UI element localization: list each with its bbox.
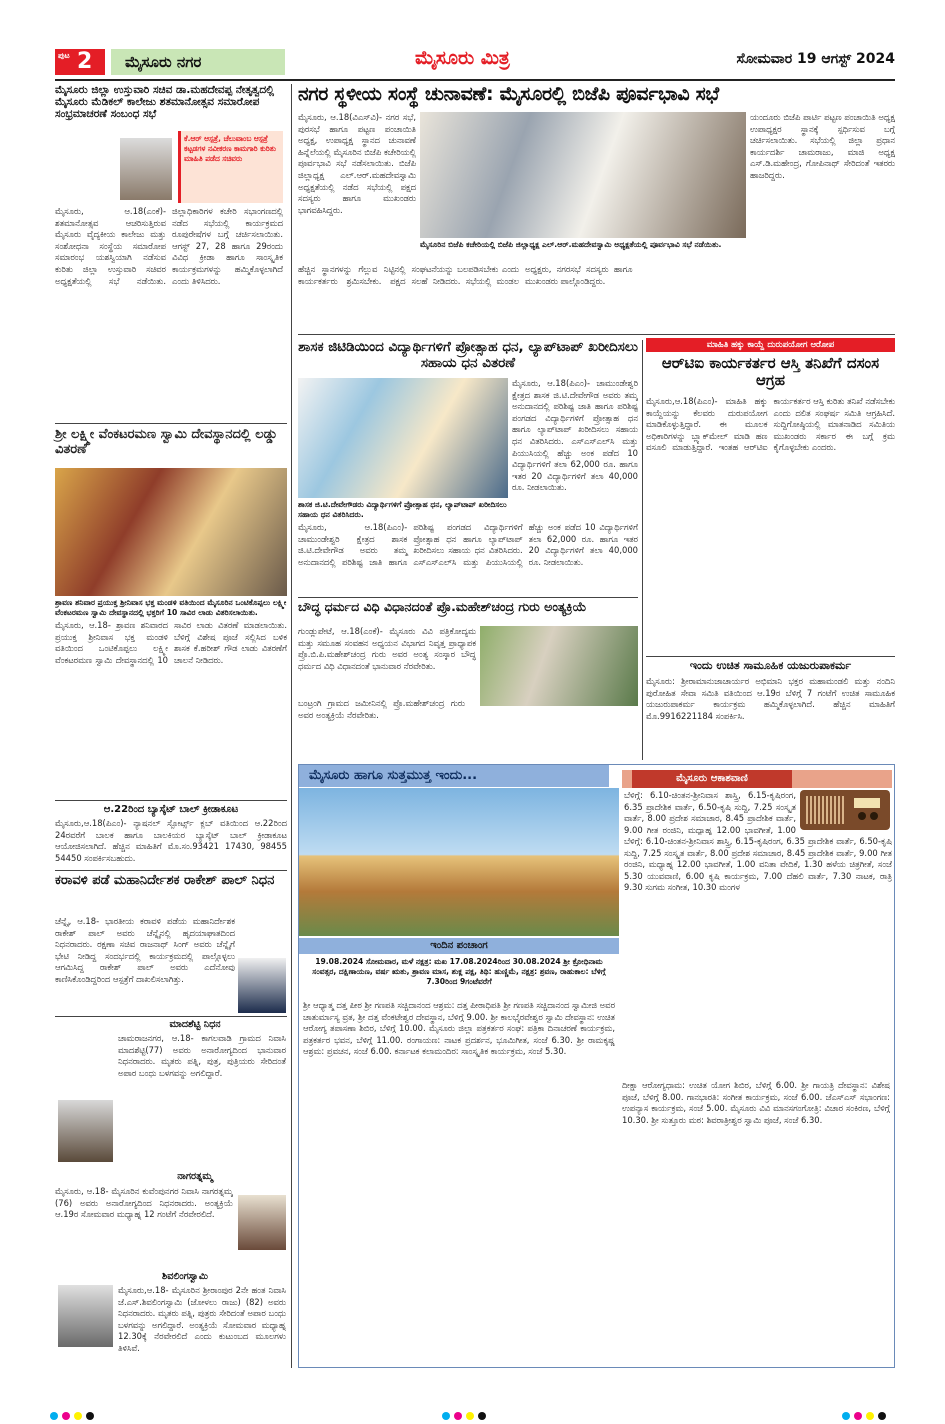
mysore-palace-photo [299,788,619,936]
registration-dots-left [48,1405,96,1424]
bjp-meeting-photo [420,112,746,238]
page-number-box [55,49,105,75]
masthead [55,47,895,77]
radio-title: ಮೈಸೂರು ಆಕಾಶವಾಣಿ [632,770,792,788]
brand-logo: ಮೈಸೂರು ಮಿತ್ರ [415,47,510,69]
obituary-2-title: ನಾಗರತ್ನಮ್ಮ [177,1171,213,1182]
rti-kicker: ಮಾಹಿತಿ ಹಕ್ಕು ಕಾಯ್ದೆ ದುರುಪಯೋಗ ಆರೋಪ [646,338,895,352]
obituary-3-photo [58,1285,113,1347]
buddhist-body-2: ಬಂಟ್ರಂಗಿ ಗ್ರಾಮದ ಜಮೀನಿನಲ್ಲಿ ಪ್ರೊ.ಮಹೇಶ್‌ಚಂದ್ರ ಗುರು ಅವರ ಅಂತ್ಯಕ್ರಿಯೆ ನೆರವೇರಿತು. [298,698,465,720]
registration-dots-right [840,1405,888,1424]
radio-icon [800,790,890,830]
rti-body: ಮೈಸೂರು,ಆ.18(ಪಿಎಂ)- ಮಾಹಿತಿ ಹಕ್ಕು ಕಾಯ್ದೆಯನ್ನು ಕೆಲವರು ದುರುಪಯೋಗ ಮಾಡಿಕೊಳ್ಳುತ್ತಿದ್ದಾರೆ. ಈ ಮೂಲಕ ಅಧಿಕಾರಿಗಳನ್ನು ಬ್ಲ್ಯಾಕ್‌ಮೇಲ್ ಮಾಡಿ ಹಣ ವಸೂಲಿ ಮಾಡುತ್ತಿದ್ದಾರೆ. ಇಂತಹ ಆರ್‌ಟಿಐ ಕಾರ್ಯಕರ್ತರ ಆಸ್ತಿ ಕುರಿತು ತನಿಖೆ ನಡೆಸಬೇಕು ಎಂದು ದಲಿತ ಸಂಘರ್ಷ ಸಮಿತಿ ಆಗ್ರಹಿಸಿದೆ. ಸುದ್ದಿಗೋಷ್ಠಿಯಲ್ಲಿ ಮಾತನಾಡಿದ ಸಮಿತಿಯ ಮುಖಂಡರು ಸರ್ಕಾರ ಈ ಬಗ್ಗೆ ಕ್ರಮ ಕೈಗೊಳ್ಳಬೇಕು ಎಂದರು. [646,396,895,453]
obituary-1-photo [58,1100,113,1162]
divider [55,1016,287,1017]
buddhist-headline: ಬೌದ್ಧ ಧರ್ಮದ ವಿಧಿ ವಿಧಾನದಂತೆ ಪ್ರೊ.ಮಹೇಶ್‌ಚಂದ್ರ ಗುರು ಅಂತ್ಯಕ್ರಿಯೆ [298,599,587,614]
rti-headline: ಆರ್‌ಟಿಐ ಕಾರ್ಯಕರ್ತರ ಆಸ್ತಿ ತನಿಖೆಗೆ ದಸಂಸ ಆಗ್ರಹ [661,354,880,390]
obituary-2-body: ಮೈಸೂರು, ಆ.18- ಮೈಸೂರಿನ ಕುವೆಂಪುನಗರ ನಿವಾಸಿ ನಾಗರತ್ನಮ್ಮ (76) ಅವರು ಅನಾರೋಗ್ಯದಿಂದ ನಿಧನರಾದರು. ಅಂತ್ಯಕ್ರಿಯೆ ಆ.19ರ ಸೋಮವಾರ ಮಧ್ಯಾಹ್ನ 12 ಗಂಟೆಗೆ ನೆರವೇರಲಿದೆ. [55,1186,233,1220]
temple-body: ಮೈಸೂರು, ಆ.18- ಶ್ರಾವಣ ಶನಿವಾರದ ಪ್ರಯುಕ್ತ ಶ್ರೀನಿವಾಸ ಭಕ್ತ ಮಂಡಳಿ ವತಿಯಿಂದ ಒಂಟಿಕೊಪ್ಪಲು ಲಕ್ಷ್ಮೀ ವೆಂಕಟರಮಣ ಸ್ವಾಮಿ ದೇವಸ್ಥಾನದಲ್ಲಿ 10 ಸಾವಿರ ಲಾಡು ವಿತರಣೆ ಮಾಡಲಾಯಿತು. ಬೆಳಿಗ್ಗೆ ವಿಶೇಷ ಪೂಜೆ ಸಲ್ಲಿಸಿದ ಬಳಿಕ ಶಾಸಕ ಕೆ.ಹರೀಶ್ ಗೌಡ ಲಾಡು ವಿತರಣೆಗೆ ಚಾಲನೆ ನೀಡಿದರು. [55,620,287,665]
medical-college-headline: ಮೈಸೂರು ಜಿಲ್ಲಾ ಉಸ್ತುವಾರಿ ಸಚಿವ ಡಾ.ಮಹದೇವಪ್ಪ ನೇತೃತ್ವದಲ್ಲಿ ಮೈಸೂರು ಮೆಡಿಕಲ್ ಕಾಲೇಜು ಶತಮಾನೋತ್ಸವ ಸಮಾರೋಪ ಸಂಭ್ರಮಾಚರಣೆ ಸಂಬಂಧ ಸಭೆ [55,84,275,121]
laptop-caption: ಶಾಸಕ ಜಿ.ಟಿ.ದೇವೇಗೌಡರು ವಿದ್ಯಾರ್ಥಿಗಳಿಗೆ ಪ್ರೋತ್ಸಾಹ ಧನ, ಲ್ಯಾಪ್‌ಟಾಪ್ ಖರೀದಿಸಲು ಸಹಾಯ ಧನ ವಿತರಿಸಿದರು. [298,500,507,519]
divider [298,334,895,335]
quote-text: ಕೆ.ಆರ್ ಆಸ್ಪತ್ರೆ, ಚೆಲುವಾಂಬ ಆಸ್ಪತ್ರೆ ಕಟ್ಟಡಗಳ ನವೀಕರಣ ಕಾಮಗಾರಿ ಕುರಿತು ಮಾಹಿತಿ ಪಡೆದ ಸಚಿವರು [184,134,276,163]
events-right: ದೀಕ್ಷಾ ಆರೋಗ್ಯಧಾಮ: ಉಚಿತ ಯೋಗ ಶಿಬಿರ, ಬೆಳಿಗ್ಗೆ 6.00. ಶ್ರೀ ಗಾಯತ್ರಿ ದೇವಸ್ಥಾನ: ವಿಶೇಷ ಪೂಜೆ, ಬೆಳಿಗ್ಗೆ 8.00. ಗಾನಭಾರತಿ: ಸಂಗೀತ ಕಾರ್ಯಕ್ರಮ, ಸಂಜೆ 6.00. ಜೆಎಸ್‌ಎಸ್ ಸಭಾಂಗಣ: ಉಪನ್ಯಾಸ ಕಾರ್ಯಕ್ರಮ, ಸಂಜೆ 5.00. ಮೈಸೂರು ವಿವಿ ಮಾನಸಗಂಗೋತ್ರಿ: ವಿಚಾರ ಸಂಕಿರಣ, ಬೆಳಿಗ್ಗೆ 10.30. ಶ್ರೀ ಸುತ್ತೂರು ಮಠ: ಶಿವರಾತ್ರೀಶ್ವರ ಸ್ವಾಮಿ ಪೂಜೆ, ಸಂಜೆ 6.30. [622,1080,890,1125]
radio-text: ಬೆಳಿಗ್ಗೆ: 6.10-ಚಿಂತನ-ಶ್ರೀನಿವಾಸ ಶಾಸ್ತ್ರಿ, 6.15-ಕೃಷಿರಂಗ, 6.35 ಪ್ರಾದೇಶಿಕ ವಾರ್ತೆ, 6.50-ಕೃಷಿ ಸುದ್ದಿ, 7.25 ಸಂಸ್ಕೃತ ವಾರ್ತೆ, 8.00 ಪ್ರದೇಶ ಸಮಾಚಾರ, 8.45 ಪ್ರಾದೇಶಿಕ ವಾರ್ತೆ, 9.00 ಗೀತ ರಂಜಿನಿ, ಮಧ್ಯಾಹ್ನ 12.00 ಭಾವಗೀತೆ, 1.00 ವನಿತಾ ವೇದಿಕೆ, 1.30 ಹಳೆಯ ಚಿತ್ರಗೀತೆ, ಸಂಜೆ 5.30 ಯುವವಾಣಿ, 6.00 ಕೃಷಿ ಕಾರ್ಯಕ್ರಮ, 7.00 ದೆಹಲಿ ವಾರ್ತೆ, 7.30 ನಾಟಕ, ರಾತ್ರಿ 9.30 ಸುಗಮ ಸಂಗೀತ, 10.30 ಮಂಗಳ [624,836,892,893]
buddhist-body: ಗುಂಡ್ಲುಪೇಟೆ, ಆ.18(ಎಂಕೆ)- ಮೈಸೂರು ವಿವಿ ಪತ್ರಿಕೋದ್ಯಮ ಮತ್ತು ಸಮೂಹ ಸಂವಹನ ಅಧ್ಯಯನ ವಿಭಾಗದ ನಿವೃತ್ತ ಪ್ರಾಧ್ಯಾಪಕ ಪ್ರೊ.ಬಿ.ಪಿ.ಮಹೇಶ್‌ಚಂದ್ರ ಗುರು ಅವರ ಅಂತ್ಯ ಸಂಸ್ಕಾರ ಬೌದ್ಧ ಧರ್ಮದ ವಿಧಿ ವಿಧಾನದಂತೆ ಭಾನುವಾರ ನೆರವೇರಿತು. [298,626,476,671]
panchanga-title: ಇಂದಿನ ಪಂಚಾಂಗ [299,938,619,954]
divider [298,597,638,598]
obituary-3-title: ಶಿವಲಿಂಗಸ್ವಾಮಿ [162,1271,208,1282]
obituary-3-body: ಮೈಸೂರು,ಆ.18- ಮೈಸೂರಿನ ಶ್ರೀರಾಂಪುರ 2ನೇ ಹಂತ ನಿವಾಸಿ ಜೆ.ಎಸ್.ಶಿವಲಿಂಗಸ್ವಾಮಿ (ಜೋಳಲು ರಾಜು) (82) ಅವರು ನಿಧನರಾದರು. ಮೃತರು ಪತ್ನಿ, ಪುತ್ರರು ಸೇರಿದಂತೆ ಅಪಾರ ಬಂಧು ಬಳಗವನ್ನು ಅಗಲಿದ್ದಾರೆ. ಅಂತ್ಯಕ್ರಿಯೆ ಸೋಮವಾರ ಮಧ್ಯಾಹ್ನ 12.30ಕ್ಕೆ ನೆರವೇರಲಿದೆ ಎಂದು ಕುಟುಂಬದ ಮೂಲಗಳು ತಿಳಿಸಿವೆ. [118,1285,286,1353]
coast-guard-headline: ಕರಾವಳಿ ಪಡೆ ಮಹಾನಿರ್ದೇಶಕ ರಾಕೇಶ್ ಪಾಲ್ ನಿಧನ [55,873,275,888]
radio-header [622,770,892,788]
divider [646,656,895,657]
lead-body-right: ಯಂದೂರು ಬಿಜೆಪಿ ಪಾರ್ಟಿ ಪಟ್ಟಣ ಪಂಚಾಯಿತಿ ಅಧ್ಯಕ್ಷ ಉಪಾಧ್ಯಕ್ಷರ ಸ್ಥಾನಕ್ಕೆ ಸ್ಪರ್ಧಿಸುವ ಬಗ್ಗೆ ಚರ್ಚಿಸಲಾಯಿತು. ಸಭೆಯಲ್ಲಿ ಜಿಲ್ಲಾ ಪ್ರಧಾನ ಕಾರ್ಯದರ್ಶಿ ಚಾಮರಾಜು, ಮಾಜಿ ಅಧ್ಯಕ್ಷ ಎಸ್.ಡಿ.ಮಹೇಂದ್ರ, ಗೋಪಿನಾಥ್ ಸೇರಿದಂತೆ ಇತರರು ಹಾಜರಿದ್ದರು. [750,112,895,180]
today-banner: ಮೈಸೂರು ಹಾಗೂ ಸುತ್ತಮುತ್ತ ಇಂದು... [299,765,609,787]
radio-text-top: ಬೆಳಿಗ್ಗೆ: 6.10-ಚಿಂತನ-ಶ್ರೀನಿವಾಸ ಶಾಸ್ತ್ರಿ, 6.15-ಕೃಷಿರಂಗ, 6.35 ಪ್ರಾದೇಶಿಕ ವಾರ್ತೆ, 6.50-ಕೃಷಿ ಸುದ್ದಿ, 7.25 ಸಂಸ್ಕೃತ ವಾರ್ತೆ, 8.00 ಪ್ರದೇಶ ಸಮಾಚಾರ, 8.45 ಪ್ರಾದೇಶಿಕ ವಾರ್ತೆ, 9.00 ಗೀತ ರಂಜಿನಿ, ಮಧ್ಯಾಹ್ನ 12.00 ಭಾವಗೀತೆ, 1.00 [624,790,796,835]
rakesh-pal-photo [238,958,286,1013]
obituary-1-title: ಮಾದಶೆಟ್ಟಿ ನಿಧನ [169,1019,221,1030]
laptop-body: ಮೈಸೂರು, ಆ.18(ಪಿಎಂ)- ಚಾಮುಂಡೇಶ್ವರಿ ಕ್ಷೇತ್ರದ ಶಾಸಕ ಜಿ.ಟಿ.ದೇವೇಗೌಡ ಅವರು ತಮ್ಮ ಅನುದಾನದಲ್ಲಿ ಪರಿಶಿಷ್ಟ ಜಾತಿ ಹಾಗೂ ಪರಿಶಿಷ್ಟ ಪಂಗಡದ ವಿದ್ಯಾರ್ಥಿಗಳಿಗೆ ಪ್ರೋತ್ಸಾಹ ಧನ ಹಾಗೂ ಲ್ಯಾಪ್‌ಟಾಪ್ ಖರೀದಿಸಲು ಸಹಾಯ ಧನ ವಿತರಿಸಿದರು. ಎಸ್‌ಎಸ್‌ಎಲ್‌ಸಿ ಮತ್ತು ಪಿಯುಸಿಯಲ್ಲಿ ಹೆಚ್ಚು ಅಂಕ ಪಡೆದ 10 ವಿದ್ಯಾರ್ಥಿಗಳಿಗೆ ತಲಾ 62,000 ರೂ. ಹಾಗೂ ಇತರ 20 ವಿದ್ಯಾರ್ಥಿಗಳಿಗೆ ತಲಾ 40,000 ರೂ. ನೀಡಲಾಯಿತು. [298,522,638,567]
temple-headline: ಶ್ರೀ ಲಕ್ಷ್ಮೀ ವೆಂಕಟರಮಣ ಸ್ವಾಮಿ ದೇವಸ್ಥಾನದಲ್ಲಿ ಲಡ್ಡು ವಿತರಣೆ [55,427,278,457]
obituary-1-body: ಚಾಮರಾಜನಗರ, ಆ.18- ಕಾಗಲವಾಡಿ ಗ್ರಾಮದ ನಿವಾಸಿ ಮಾದಶೆಟ್ಟಿ(77) ಅವರು ಅನಾರೋಗ್ಯದಿಂದ ಭಾನುವಾರ ನಿಧನರಾದರು. ಮೃತರು ಪತ್ನಿ, ಪುತ್ರ, ಪುತ್ರಿಯರು ಸೇರಿದಂತೆ ಅಪಾರ ಬಂಧು ಬಳಗವನ್ನು ಅಗಲಿದ್ದಾರೆ. [118,1033,286,1078]
events-left: ಶ್ರೀ ಆಧ್ಯಾತ್ಮ ದತ್ತ ಪೀಠ ಶ್ರೀ ಗಣಪತಿ ಸಚ್ಚಿದಾನಂದ ಆಶ್ರಮ: ದತ್ತ ಪೀಠಾಧಿಪತಿ ಶ್ರೀ ಗಣಪತಿ ಸಚ್ಚಿದಾನಂದ ಸ್ವಾಮೀಜಿ ಅವರ ಚಾತುರ್ಮಾಸ್ಯ ವ್ರತ, ಶ್ರೀ ದತ್ತ ವೆಂಕಟೇಶ್ವರ ದೇವಸ್ಥಾನ, ಬೆಳಿಗ್ಗೆ 9.00. ಶ್ರೀ ಕಾಲಭೈರವೇಶ್ವರ ಸ್ವಾಮಿ ದೇವಸ್ಥಾನ: ಉಚಿತ ಆರೋಗ್ಯ ತಪಾಸಣಾ ಶಿಬಿರ, ಬೆಳಿಗ್ಗೆ 10.00. ಮೈಸೂರು ಜಿಲ್ಲಾ ಪತ್ರಕರ್ತರ ಸಂಘ: ಪತ್ರಿಕಾ ದಿನಾಚರಣೆ ಕಾರ್ಯಕ್ರಮ, ಪತ್ರಕರ್ತರ ಭವನ, ಬೆಳಿಗ್ಗೆ 11.00. ರಂಗಾಯಣ: ನಾಟಕ ಪ್ರದರ್ಶನ, ಭೂಮಿಗೀತ, ಸಂಜೆ 6.30. ಶ್ರೀ ರಾಮಕೃಷ್ಣ ಆಶ್ರಮ: ಪ್ರವಚನ, ಸಂಜೆ 6.00. ಕರ್ನಾಟಕ ಕಲಾಮಂದಿರ: ಸಾಂಸ್ಕೃತಿಕ ಕಾರ್ಯಕ್ರಮ, ಸಂಜೆ 5.30. [303,1000,615,1057]
obituary-2-photo [238,1195,286,1250]
temple-caption: ಶ್ರಾವಣ ಶನಿವಾರ ಪ್ರಯುಕ್ತ ಶ್ರೀನಿವಾಸ ಭಕ್ತ ಮಂಡಳಿ ವತಿಯಿಂದ ಮೈಸೂರಿನ ಒಂಟಿಕೊಪ್ಪಲು ಲಕ್ಷ್ಮೀ ವೆಂಕಟರಮಣ ಸ್ವಾಮಿ ದೇವಸ್ಥಾನದಲ್ಲಿ ಭಕ್ತರಿಗೆ 10 ಸಾವಿರ ಲಾಡು ವಿತರಿಸಲಾಯಿತು. [55,598,287,617]
quote-box [178,131,283,203]
registration-dots-center [440,1405,488,1424]
lead-headline: ನಗರ ಸ್ಥಳೀಯ ಸಂಸ್ಥೆ ಚುನಾವಣೆ: ಮೈಸೂರಲ್ಲಿ ಬಿಜೆಪಿ ಪೂರ್ವಭಾವಿ ಸಭೆ [298,83,719,105]
divider [55,870,287,871]
yajur-headline: ಇಂದು ಉಚಿತ ಸಾಮೂಹಿಕ ಯಜುರುಪಾಕರ್ಮ [689,659,852,672]
funeral-photo [480,626,638,706]
divider [55,423,287,424]
basketball-body: ಮೈಸೂರು,ಆ.18(ಪಿಎಂ)- ನ್ಯಾಷನಲ್ ಸ್ಪೋರ್ಟ್ಸ್ ಕ್ಲಬ್ ವತಿಯಿಂದ ಆ.22ರಿಂದ 24ರವರೆಗೆ ಬಾಲಕ ಹಾಗೂ ಬಾಲಕಿಯರ ಬ್ಯಾಸ್ಕೆಟ್ ಬಾಲ್ ಕ್ರೀಡಾಕೂಟ ಆಯೋಜಿಸಲಾಗಿದೆ. ಹೆಚ್ಚಿನ ಮಾಹಿತಿಗೆ ಮೊ.ಸಂ.93421 17430, 98455 54450 ಸಂಪರ್ಕಿಸಬಹುದು. [55,818,287,863]
laptop-photo [298,378,508,498]
page-label: ಪುಟ [58,51,70,60]
column-divider [642,340,643,760]
lead-photo-caption: ಮೈಸೂರಿನ ಬಿಜೆಪಿ ಕಚೇರಿಯಲ್ಲಿ ಬಿಜೆಪಿ ಜಿಲ್ಲಾಧ್ಯಕ್ಷ ಎಲ್.ಆರ್.ಮಹದೇವಸ್ವಾಮಿ ಅಧ್ಯಕ್ಷತೆಯಲ್ಲಿ ಪೂರ್ವಭಾವಿ ಸಭೆ ನಡೆಯಿತು. [420,240,722,249]
column-divider [291,84,292,1368]
minister-photo [120,138,172,200]
laptop-body-side: ಮೈಸೂರು, ಆ.18(ಪಿಎಂ)- ಚಾಮುಂಡೇಶ್ವರಿ ಕ್ಷೇತ್ರದ ಶಾಸಕ ಜಿ.ಟಿ.ದೇವೇಗೌಡ ಅವರು ತಮ್ಮ ಅನುದಾನದಲ್ಲಿ ಪರಿಶಿಷ್ಟ ಜಾತಿ ಹಾಗೂ ಪರಿಶಿಷ್ಟ ಪಂಗಡದ ವಿದ್ಯಾರ್ಥಿಗಳಿಗೆ ಪ್ರೋತ್ಸಾಹ ಧನ ಹಾಗೂ ಲ್ಯಾಪ್‌ಟಾಪ್ ಖರೀದಿಸಲು ಸಹಾಯ ಧನ ವಿತರಿಸಿದರು. ಎಸ್‌ಎಸ್‌ಎಲ್‌ಸಿ ಮತ್ತು ಪಿಯುಸಿಯಲ್ಲಿ ಹೆಚ್ಚು ಅಂಕ ಪಡೆದ 10 ವಿದ್ಯಾರ್ಥಿಗಳಿಗೆ ತಲಾ 62,000 ರೂ. ಹಾಗೂ ಇತರ 20 ವಿದ್ಯಾರ್ಥಿಗಳಿಗೆ ತಲಾ 40,000 ರೂ. ನೀಡಲಾಯಿತು. [512,378,638,493]
temple-photo [55,468,287,596]
yajur-body: ಮೈಸೂರು: ಶ್ರೀರಾಮಾನುಜಾಚಾರ್ಯರ ಅಭಿಮಾನಿ ಭಕ್ತರ ಮಹಾಮಂಡಲಿ ಮತ್ತು ನಂದಿನಿ ಪುರೋಹಿತ ಸೇವಾ ಸಮಿತಿ ವತಿಯಿಂದ ಆ.19ರ ಬೆಳಿಗ್ಗೆ 7 ಗಂಟೆಗೆ ಉಚಿತ ಸಾಮೂಹಿಕ ಯಜುರುಪಾಕರ್ಮ ಕಾರ್ಯಕ್ರಮ ಹಮ್ಮಿಕೊಳ್ಳಲಾಗಿದೆ. ಹೆಚ್ಚಿನ ಮಾಹಿತಿಗೆ ಮೊ.9916221184 ಸಂಪರ್ಕಿಸಿ. [646,676,895,721]
laptop-headline: ಶಾಸಕ ಜಿಟಿಡಿಯಿಂದ ವಿದ್ಯಾರ್ಥಿಗಳಿಗೆ ಪ್ರೋತ್ಸಾಹ ಧನ, ಲ್ಯಾಪ್‌ಟಾಪ್ ಖರೀದಿಸಲು ಸಹಾಯ ಧನ ವಿತರಣೆ [298,339,638,371]
page-number: 2 [77,49,93,74]
basketball-headline: ಆ.22ರಿಂದ ಬ್ಯಾಸ್ಕೆಟ್ ಬಾಲ್ ಕ್ರೀಡಾಕೂಟ [103,804,239,815]
lead-body-bottom: ಹೆಚ್ಚಿನ ಸ್ಥಾನಗಳನ್ನು ಗೆಲ್ಲುವ ನಿಟ್ಟಿನಲ್ಲಿ ಕಾರ್ಯಕರ್ತರು ಶ್ರಮಿಸಬೇಕು. ಪಕ್ಷದ ಸಂಘಟನೆಯನ್ನು ಬಲಪಡಿಸಬೇಕು ಎಂದು ಸಲಹೆ ನೀಡಿದರು. ಸಭೆಯಲ್ಲಿ ಮಂಡಲ ಅಧ್ಯಕ್ಷರು, ನಗರಸಭೆ ಸದಸ್ಯರು ಹಾಗೂ ಮುಖಂಡರು ಪಾಲ್ಗೊಂಡಿದ್ದರು. [298,264,633,286]
divider [55,800,287,801]
coast-guard-body: ಚೆನ್ನೈ, ಆ.18- ಭಾರತೀಯ ಕರಾವಳಿ ಪಡೆಯ ಮಹಾನಿರ್ದೇಶಕ ರಾಕೇಶ್ ಪಾಲ್ ಅವರು ಚೆನ್ನೈನಲ್ಲಿ ಹೃದಯಾಘಾತದಿಂದ ನಿಧನರಾದರು. ರಕ್ಷಣಾ ಸಚಿವ ರಾಜನಾಥ್ ಸಿಂಗ್ ಅವರು ಚೆನ್ನೈಗೆ ಭೇಟಿ ನೀಡಿದ್ದ ಸಂದರ್ಭದಲ್ಲಿ ಕಾರ್ಯಕ್ರಮದಲ್ಲಿ ಪಾಲ್ಗೊಳ್ಳಲು ಆಗಮಿಸಿದ್ದ ರಾಕೇಶ್ ಪಾಲ್ ಅವರು ಎದೆನೋವು ಕಾಣಿಸಿಕೊಂಡಿದ್ದರಿಂದ ಆಸ್ಪತ್ರೆಗೆ ದಾಖಲಿಸಲಾಗಿತ್ತು. [55,916,235,984]
issue-date: ಸೋಮವಾರ 19 ಆಗಸ್ಟ್ 2024 [736,51,895,67]
section-title: ಮೈಸೂರು ನಗರ [111,49,285,75]
masthead-rule [55,79,895,81]
lead-body-left: ಮೈಸೂರು, ಆ.18(ವಿಎಸ್‌ವಿ)- ನಗರ ಸಭೆ, ಪುರಸಭೆ ಹಾಗೂ ಪಟ್ಟಣ ಪಂಚಾಯಿತಿ ಅಧ್ಯಕ್ಷ, ಉಪಾಧ್ಯಕ್ಷ ಸ್ಥಾನದ ಚುನಾವಣೆ ಹಿನ್ನೆಲೆಯಲ್ಲಿ ಮೈಸೂರಿನ ಬಿಜೆಪಿ ಕಚೇರಿಯಲ್ಲಿ ಪೂರ್ವಭಾವಿ ಸಭೆ ನಡೆಸಲಾಯಿತು. ಬಿಜೆಪಿ ಜಿಲ್ಲಾಧ್ಯಕ್ಷ ಎಲ್.ಆರ್.ಮಹದೇವಸ್ವಾಮಿ ಅಧ್ಯಕ್ಷತೆಯಲ್ಲಿ ನಡೆದ ಸಭೆಯಲ್ಲಿ ಪಕ್ಷದ ಸದಸ್ಯರು ಹಾಗೂ ಮುಖಂಡರು ಭಾಗವಹಿಸಿದ್ದರು. [298,112,416,215]
medical-college-body: ಮೈಸೂರು, ಆ.18(ಎಂಕೆ)- ಶತಮಾನೋತ್ಸವ ಆಚರಿಸುತ್ತಿರುವ ಮೈಸೂರು ವೈದ್ಯಕೀಯ ಕಾಲೇಜು ಮತ್ತು ಸಂಶೋಧನಾ ಸಂಸ್ಥೆಯ ಸಮಾರೋಪ ಸಮಾರಂಭ ಯಶಸ್ವಿಯಾಗಿ ನಡೆಸುವ ಕುರಿತು ಜಿಲ್ಲಾ ಉಸ್ತುವಾರಿ ಸಚಿವರ ಅಧ್ಯಕ್ಷತೆಯಲ್ಲಿ ಸಭೆ ನಡೆಯಿತು. ಜಿಲ್ಲಾಧಿಕಾರಿಗಳ ಕಚೇರಿ ಸಭಾಂಗಣದಲ್ಲಿ ನಡೆದ ಸಭೆಯಲ್ಲಿ ಕಾರ್ಯಕ್ರಮದ ರೂಪುರೇಷೆಗಳ ಬಗ್ಗೆ ಚರ್ಚಿಸಲಾಯಿತು. ಆಗಸ್ಟ್ 27, 28 ಹಾಗೂ 29ರಂದು ವಿವಿಧ ಕ್ರೀಡಾ ಹಾಗೂ ಸಾಂಸ್ಕೃತಿಕ ಕಾರ್ಯಕ್ರಮಗಳನ್ನು ಹಮ್ಮಿಕೊಳ್ಳಲಾಗಿದೆ ಎಂದು ತಿಳಿಸಿದರು. [55,206,283,286]
panchanga-text: 19.08.2024 ಸೋಮವಾರ, ಮಳೆ ನಕ್ಷತ್ರ: ಮಖ 17.08.2024ರಿಂದ 30.08.2024 ಶ್ರೀ ಕ್ರೋಧಿನಾಮ ಸಂವತ್ಸರ, ದಕ್ಷಿಣಾಯಣ, ವರ್ಷ ಋತು, ಶ್ರಾವಣ ಮಾಸ, ಶುಕ್ಲ ಪಕ್ಷ, ತಿಥಿ: ಹುಣ್ಣಿಮೆ, ನಕ್ಷತ್ರ: ಶ್ರವಣ, ರಾಹುಕಾಲ: ಬೆಳಿಗ್ಗೆ 7.30ರಿಂದ 9ಗಂಟೆವರೆಗೆ [312,957,606,986]
